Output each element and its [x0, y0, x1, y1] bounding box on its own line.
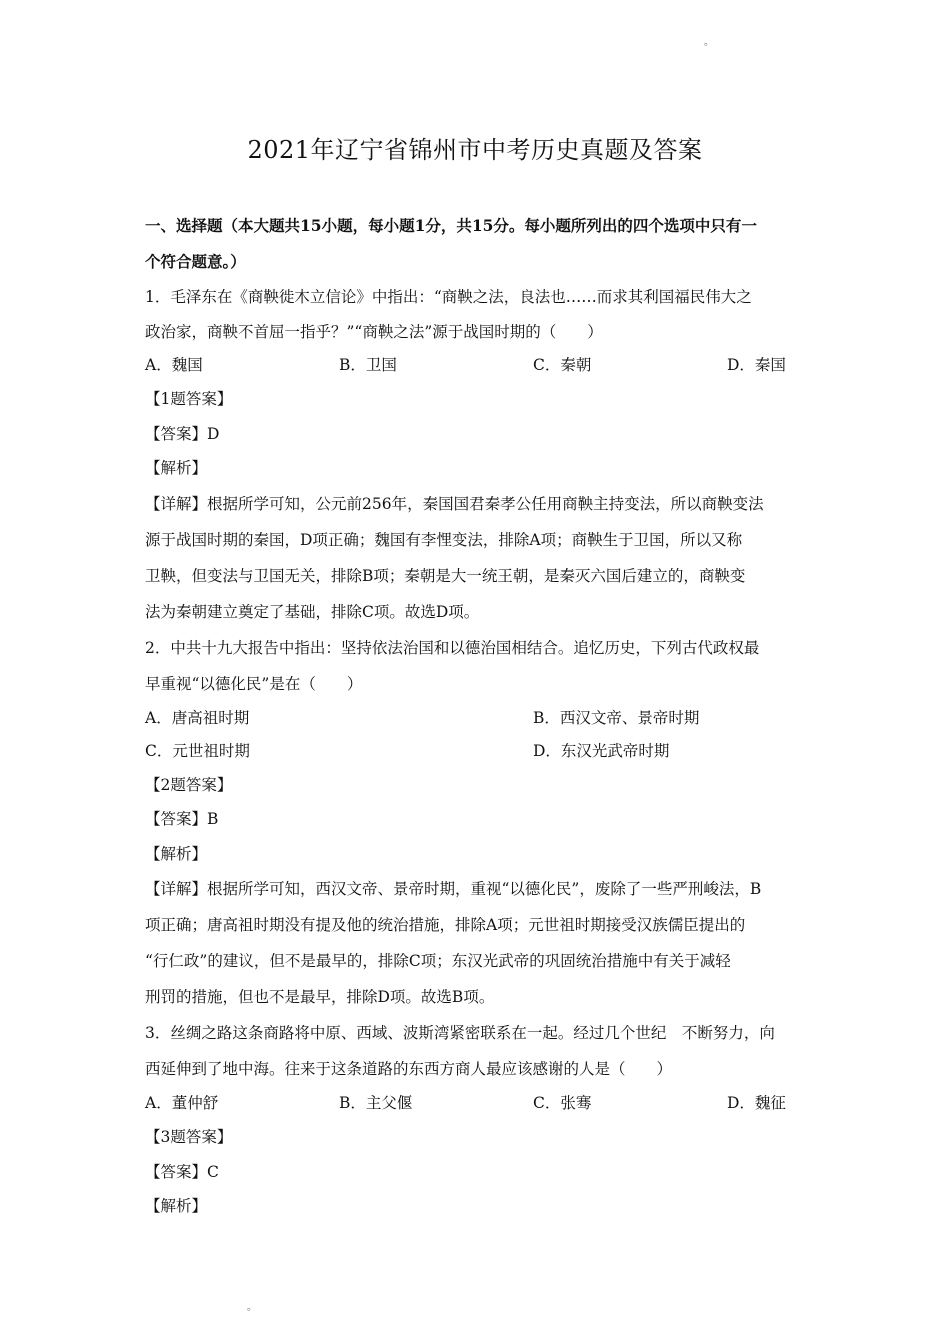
q2-answer: 【答案】B: [145, 810, 219, 828]
q3-option-b: B．主父偃: [339, 1094, 413, 1112]
q2-option-b: B．西汉文帝、景帝时期: [533, 708, 700, 727]
q1-stem-line-1: 1．毛泽东在《商鞅徙木立信论》中指出：“商鞅之法，良法也……而求其利国福民伟大之: [145, 288, 752, 306]
q1-detail-line-3: 卫鞅，但变法与卫国无关，排除B项；秦朝是大一统王朝，是秦灭六国后建立的，商鞅变: [145, 566, 746, 585]
q2-detail-line-1: 【详解】根据所学可知，西汉文帝、景帝时期，重视“以德化民”，废除了一些严刑峻法，B: [145, 880, 762, 898]
q1-option-b: B．卫国: [339, 356, 397, 374]
q3-answer: 【答案】C: [145, 1162, 219, 1181]
page-title: 2021年辽宁省锦州市中考历史真题及答案: [247, 136, 703, 164]
q2-option-c: C．元世祖时期: [145, 741, 250, 760]
q1-detail-line-4: 法为秦朝建立奠定了基础，排除C项。故选D项。: [145, 602, 480, 621]
q2-stem-line-1: 2．中共十九大报告中指出：坚持依法治国和以德治国相结合。追忆历史，下列古代政权最: [145, 638, 760, 657]
q1-detail-line-1: 【详解】根据所学可知，公元前256年，秦国国君秦孝公任用商鞅主持变法，所以商鞅变法: [145, 494, 764, 513]
bottom-mark: 。: [247, 1302, 257, 1313]
q1-stem-line-2: 政治家，商鞅不首屈一指乎？”“商鞅之法”源于战国时期的（ ）: [145, 322, 603, 341]
q2-option-d: D．东汉光武帝时期: [533, 741, 670, 760]
q2-detail-line-4: 刑罚的措施，但也不是最早，排除D项。故选B项。: [145, 988, 495, 1006]
q3-analysis-heading: 【解析】: [145, 1197, 208, 1215]
q1-answer-heading: 【1题答案】: [145, 390, 233, 408]
q1-detail-line-2: 源于战国时期的秦国，D项正确；魏国有李悝变法，排除A项；商鞅生于卫国，所以又称: [145, 530, 743, 549]
q3-option-c: C．张骞: [533, 1094, 592, 1112]
section-header-line-2: 个符合题意。）: [145, 252, 246, 271]
q2-answer-heading: 【2题答案】: [145, 775, 233, 794]
q1-option-d: D．秦国: [727, 356, 786, 374]
q1-options: [145, 349, 809, 382]
q1-option-c: C．秦朝: [533, 356, 592, 374]
q3-options: [145, 1087, 809, 1120]
q2-analysis-heading: 【解析】: [145, 844, 208, 863]
q3-stem-line-1: 3．丝绸之路这条商路将中原、西域、波斯湾紧密联系在一起。经过几个世纪 不断努力，向: [145, 1024, 775, 1042]
q3-option-a: A．董仲舒: [145, 1094, 219, 1112]
q1-answer: 【答案】D: [145, 424, 220, 443]
q2-options-row-1: [145, 702, 809, 735]
q3-stem-line-2: 西延伸到了地中海。往来于这条道路的东西方商人最应该感谢的人是（ ）: [145, 1060, 673, 1078]
q3-option-d: D．魏征: [727, 1094, 786, 1112]
q2-options-row-2: [145, 735, 809, 768]
q2-stem-line-2: 早重视“以德化民”是在（ ）: [145, 674, 363, 693]
q2-detail-line-2: 项正确；唐高祖时期没有提及他的统治措施，排除A项；元世祖时期接受汉族儒臣提出的: [145, 916, 746, 934]
document-body: [145, 208, 809, 1224]
q1-option-a: A．魏国: [145, 356, 203, 374]
q3-answer-heading: 【3题答案】: [145, 1128, 233, 1146]
q2-detail-line-3: “行仁政”的建议，但不是最早的，排除C项；东汉光武帝的巩固统治措施中有关于减轻: [145, 952, 731, 970]
top-mark: 。: [704, 37, 714, 48]
q1-analysis-heading: 【解析】: [145, 459, 208, 477]
q2-option-a: A．唐高祖时期: [145, 708, 250, 727]
section-header-line-1: 一、选择题（本大题共15小题，每小题1分，共15分。每小题所列出的四个选项中只有一: [145, 216, 757, 235]
